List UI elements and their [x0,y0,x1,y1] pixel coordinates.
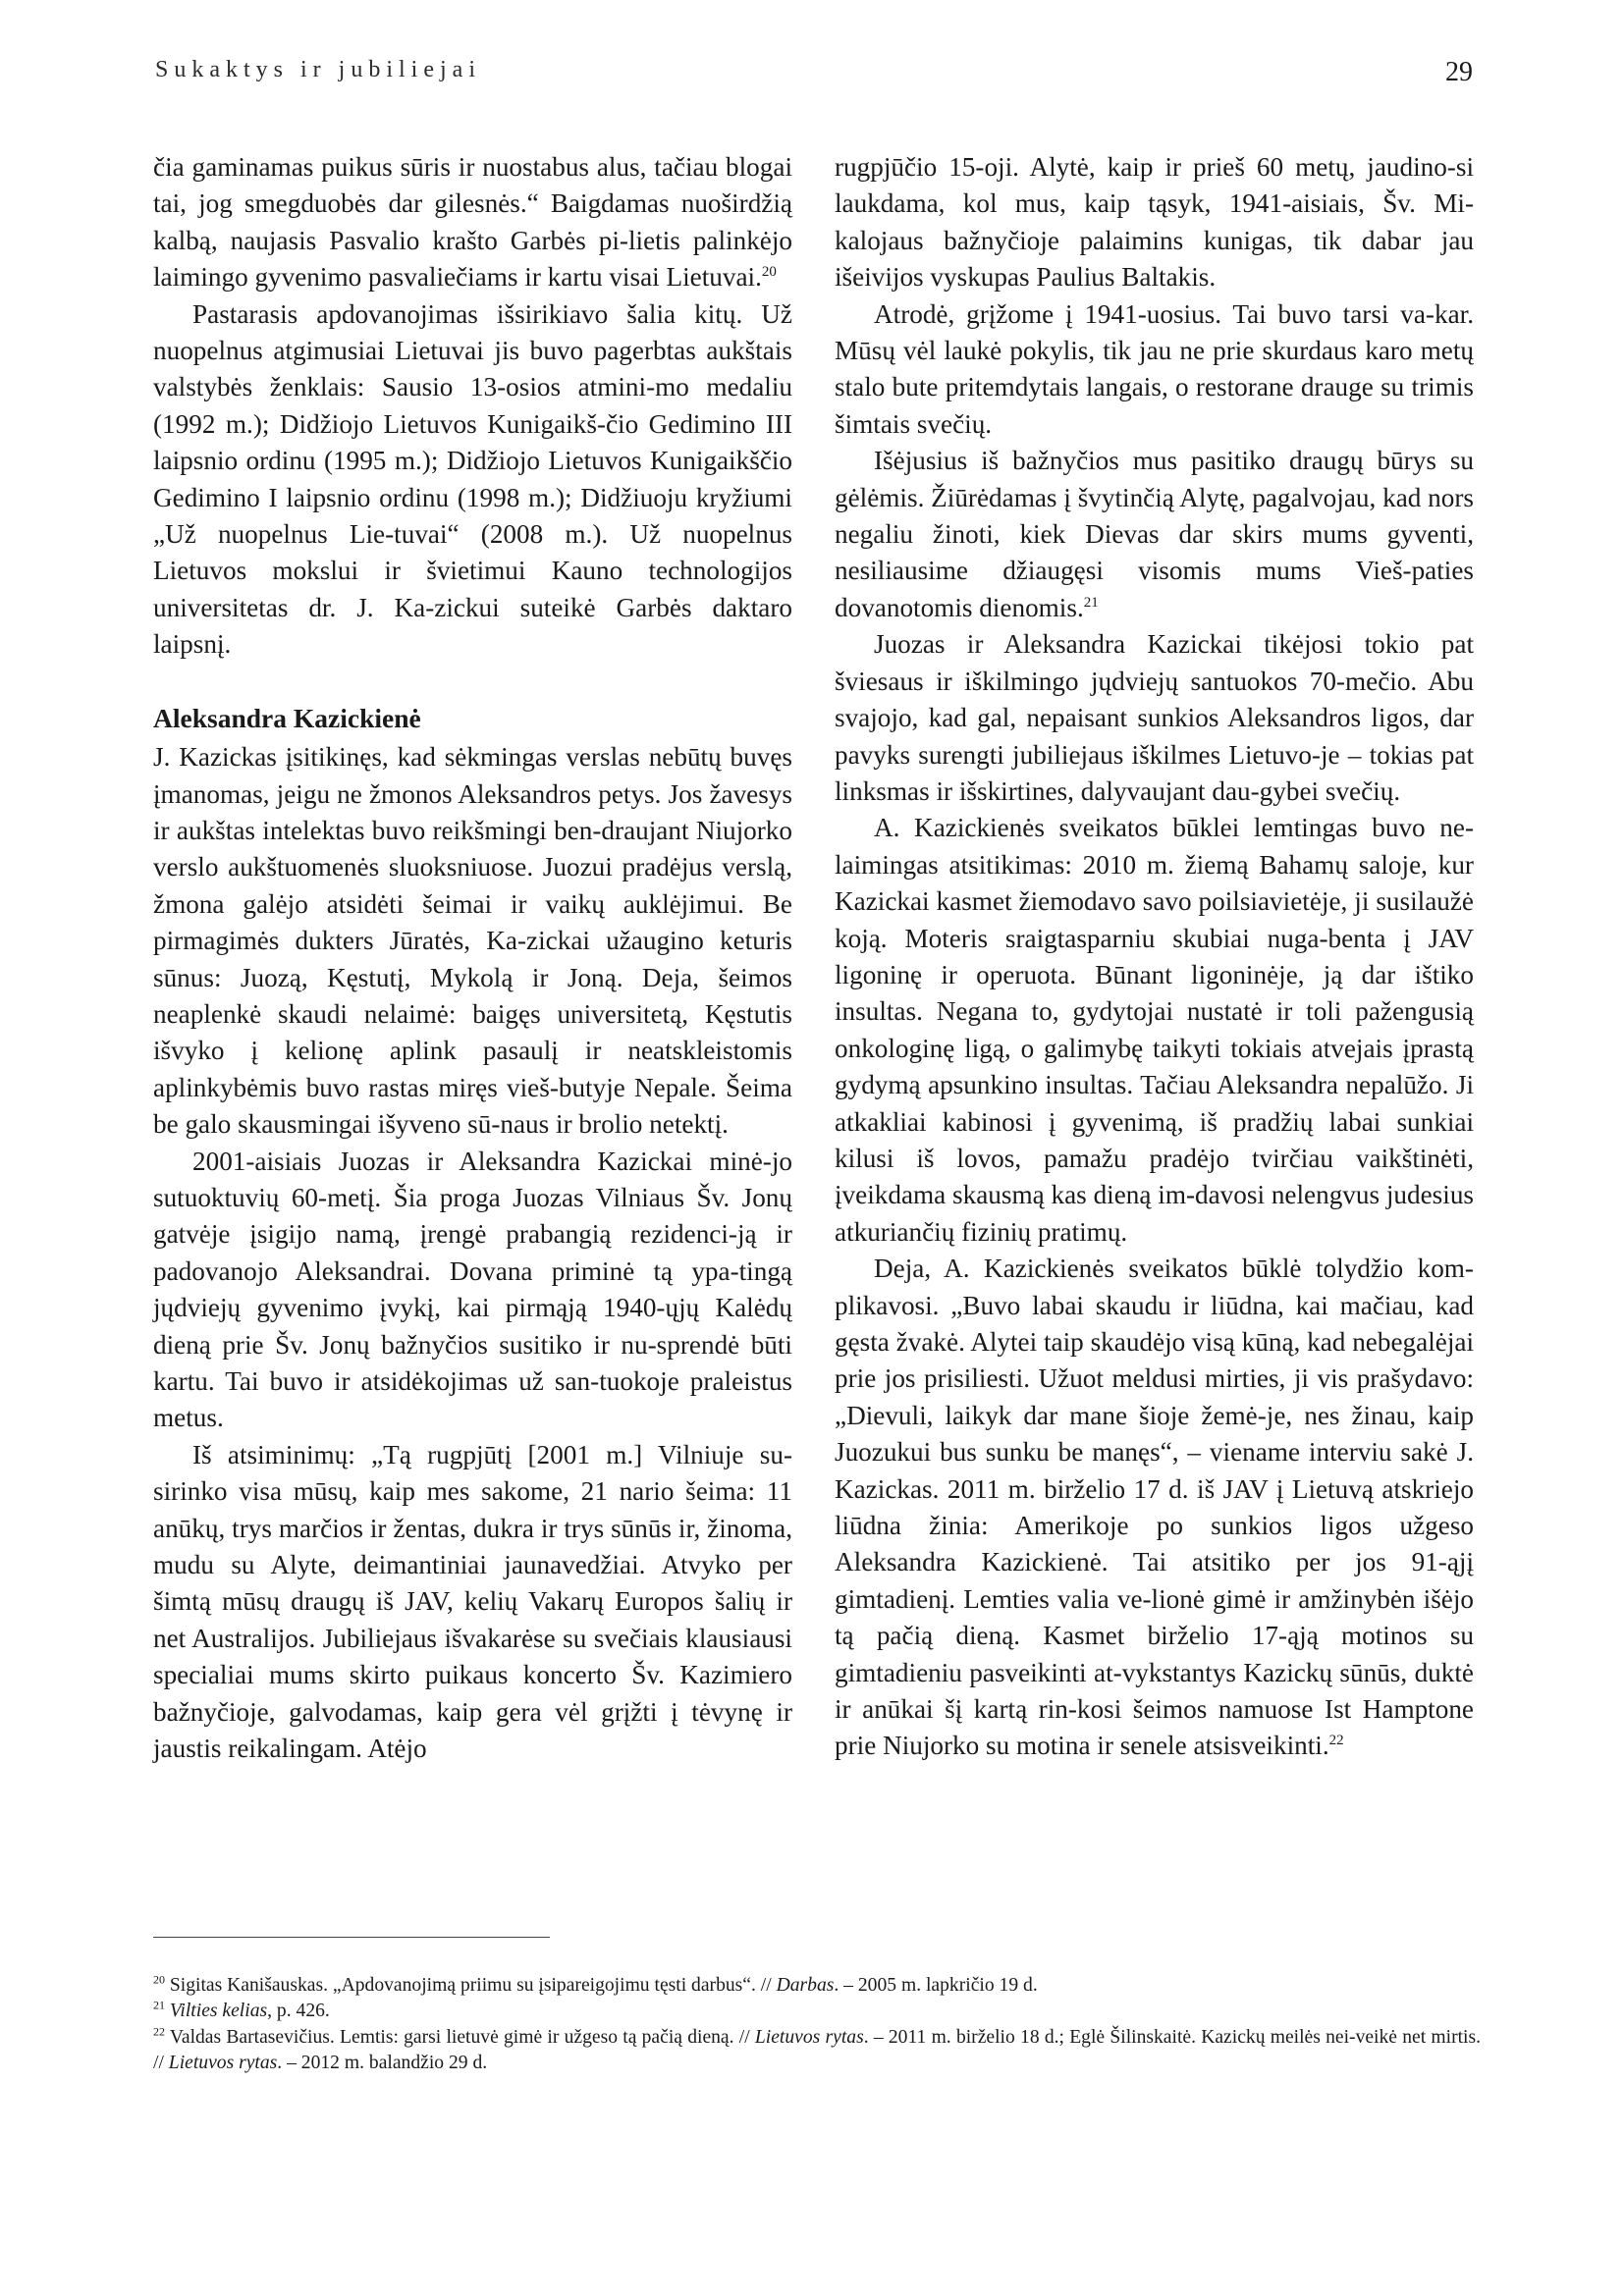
paragraph [835,1251,1474,1765]
left-column [153,149,792,1767]
footnote-source: Lietuvos rytas [168,2052,278,2073]
right-column [835,149,1474,1765]
footnote-text: , p. 426. [267,2001,330,2022]
footnote-text: Valdas Bartasevičius. Lemtis: garsi lietuvė gimė ir užgeso tą pačią dieną. // [169,2026,755,2048]
paragraph: J. Kazickas įsitikinęs, kad sėkmingas verslas nebūtų buvęs įmanomas, jeigu ne žmonos Aleksandros petys. Jos žavesys ir aukštas intelektas buvo reikšmingi ben-draujant Niujorko verslo aukštuomenės sluoksniuose. Juozui pradėjus verslą, žmona galėjo atsidėti šeimai ir vaikų auklėjimui. Be pirmagimės dukters Jūratės, Ka-zickai užaugino keturis sūnus: Juozą, Kęstutį, Mykolą ir Joną. Deja, šeimos neaplenkė skaudi nelaimė: baigęs universitetą, Kęstutis išvyko į kelionę aplink pasaulį ir neatskleistomis aplinkybėmis buvo rastas miręs vieš-butyje Nepale. Šeima be galo skausmingai išyveno sū-naus ir brolio netektį. [153,742,792,1140]
footnote-source: Darbas [776,1975,835,1996]
paragraph: 2001-aisiais Juozas ir Aleksandra Kazickai minė-jo sutuoktuvių 60-metį. Šia proga Juozas Vilniaus Šv. Jonų gatvėje įsigijo namą, įrengė prabangią rezidenci-ją ir padovanojo Aleksandrai. Dovana priminė tą ypa-tingą jųdviejų gyvenimo įvykį, kai pirmąją 1940-ųjų Kalėdų dieną prie Šv. Jonų bažnyčios susitiko ir nu-sprendė būti kartu. Tai buvo ir atsidėkojimas už san-tuokoje praleistus metus. [153,1146,792,1433]
footnote-number: 21 [153,1998,165,2012]
footnote-source: Vilties kelias [169,2001,268,2022]
footnote-ref: 20 [761,264,777,281]
footnote [153,2025,1481,2077]
paragraph-text: Išėjusius iš bažnyčios mus pasitiko draugų būrys su gėlėmis. Žiūrėdamas į švytinčią Alytę, pagalvojau, kad nors negaliu žinoti, kiek Dievas dar skirs mums gyventi, nesiliausime džiaugęsi visomis mums Vieš-paties dovanotomis dienomis. [835,446,1474,622]
footnote-number: 20 [153,1972,165,1987]
running-head-title: Sukaktys ir jubiliejai [155,57,481,82]
paragraph-text: Deja, A. Kazickienės sveikatos būklė tolydžio kom-plikavosi. „Buvo labai skaudu ir liūdna, kai mačiau, kad gęsta žvakė. Alytei taip skaudėjo visą kūną, kad nebegalėjai prie jos prisiliesti. Užuot meldusi mirties, ji vis prašydavo: „Dievuli, laikyk dar mane šioje žemė-je, nes žinau, kaip Juozukui bus sunku be manęs“, – viename interviu sakė J. Kazickas. 2011 m. birželio 17 d. iš JAV į Lietuvą atskriejo liūdna žinia: Amerikoje po sunkios ligos užgeso Aleksandra Kazickienė. Tai atsitiko per jos 91-ąjį gimtadienį. Lemties valia ve-lionė gimė ir amžinybėn išėjo tą pačią dieną. Kasmet birželio 17-ąją motinos su gimtadieniu pasveikinti at-vykstantys Kazickų sūnūs, duktė ir anūkai šį kartą rin-kosi šeimos namuose Ist Hamptone prie Niujorko su motina ir senele atsisveikinti. [835,1254,1474,1761]
footnote-text: Sigitas Kanišauskas. „Apdovanojimą priimu su įsipareigojimu tęsti darbus“. // [169,1975,777,1996]
paragraph: Atrodė, grįžome į 1941-uosius. Tai buvo tarsi va-kar. Mūsų vėl laukė pokylis, tik jau ne prie skurdaus karo metų stalo bute pritemdytais langais, o restorane drauge su trimis šimtais svečių. [835,298,1474,439]
paragraph: A. Kazickienės sveikatos būklei lemtingas buvo ne-laimingas atsitikimas: 2010 m. žiemą Bahamų saloje, kur Kazickai kasmet žiemodavo savo poilsiavietėje, ji susilaužė koją. Moteris sraigtasparniu skubiai nuga-benta į JAV ligoninę ir operuota. Būnant ligoninėje, ją dar ištiko insultas. Negana to, gydytojai nustatė ir toli pažengusią onkologinę ligą, o galimybę taikyti tokiais atvejais įprastą gydymą apsunkino insultas. Tačiau Aleksandra nepalūžo. Ji atkakliai kabinosi į gyvenimą, iš pradžių labai sunkiai kilusi iš lovos, pamažu pradėjo tvirčiau vaikštinėti, įveikdama skausmą kas dieną im-davosi nelengvus judesius atkuriančių fizinių pratimų. [835,813,1474,1247]
paragraph-text: čia gaminamas puikus sūris ir nuostabus alus, tačiau blogai tai, jog smegduobės dar gilesnės.“ Baigdamas nuoširdžią kalbą, naujasis Pasvalio krašto Garbės pi-lietis palinkėjo laimingo gyvenimo pasvaliečiams ir kartu visai Lietuvai. [153,152,792,293]
footnotes [153,1973,1481,2076]
footnote-source: Lietuvos rytas [754,2026,864,2048]
section-heading: Aleksandra Kazickienė [153,702,421,733]
paragraph: Juozas ir Aleksandra Kazickai tikėjosi tokio pat šviesaus ir iškilmingo jųdviejų santuokos 70-mečio. Abu svajojo, kad gal, nepaisant sunkios Aleksandros ligos, dar pavyks surengti jubiliejaus iškilmes Lietuvo-je – tokias pat linksmas ir išskirtines, dalyvaujant dau-gybei svečių. [835,629,1474,806]
page-number: 29 [1445,57,1473,87]
footnote-ref: 21 [1083,594,1099,611]
paragraph [835,443,1474,626]
footnote-divider [153,1937,550,1938]
footnote [153,1999,1481,2024]
footnote-text: . – 2011 m. birželio 18 d.; Eglė Šilinskaitė. Kazickų meilės nei-veikė net mirtis. // [153,2026,1482,2073]
paragraph: Iš atsiminimų: „Tą rugpjūtį [2001 m.] Vilniuje su-sirinko visa mūsų, kaip mes sakome, 21 nario šeima: 11 anūkų, trys marčios ir žentas, dukra ir trys sūnūs ir, žinoma, mudu su Alyte, deimantiniai jaunavedžiai. Atvyko per šimtą mūsų draugų iš JAV, kelių Vakarų Europos šalių ir net Australijos. Jubiliejaus išvakarėse su svečiais klausiausi specialiai mums skirto puikaus koncerto Šv. Kazimiero bažnyčioje, galvodamas, kaip gera vėl grįžti į tėvynę ir jaustis reikalingam. Atėjo [153,1439,792,1764]
footnote [153,1973,1481,1999]
footnote-number: 22 [153,2024,165,2039]
footnote-ref: 22 [1328,1733,1344,1749]
paragraph: rugpjūčio 15-oji. Alytė, kaip ir prieš 60 metų, jaudino-si laukdama, kol mus, kaip tąsyk, 1941-aisiais, Šv. Mi-kalojaus bažnyčioje palaimins kunigas, tik dabar jau išeivijos vyskupas Paulius Baltakis. [835,152,1474,293]
paragraph: Pastarasis apdovanojimas išsirikiavo šalia kitų. Už nuopelnus atgimusiai Lietuvai jis buvo pagerbtas aukštais valstybės ženklais: Sausio 13-osios atmini-mo medaliu (1992 m.); Didžiojo Lietuvos Kunigaikš-čio Gedimino III laipsnio ordinu (1995 m.); Didžiojo Lietuvos Kunigaikščio Gedimino I laipsnio ordinu (1998 m.); Didžiuoju kryžiumi „Už nuopelnus Lie-tuvai“ (2008 m.). Už nuopelnus Lietuvos mokslui ir švietimui Kauno technologijos universitetas dr. J. Ka-zickui suteikė Garbės daktaro laipsnį. [153,298,792,660]
footnote-text: . – 2012 m. balandžio 29 d. [277,2052,488,2073]
footnote-text: . – 2005 m. lapkričio 19 d. [834,1975,1038,1996]
paragraph [153,149,792,296]
